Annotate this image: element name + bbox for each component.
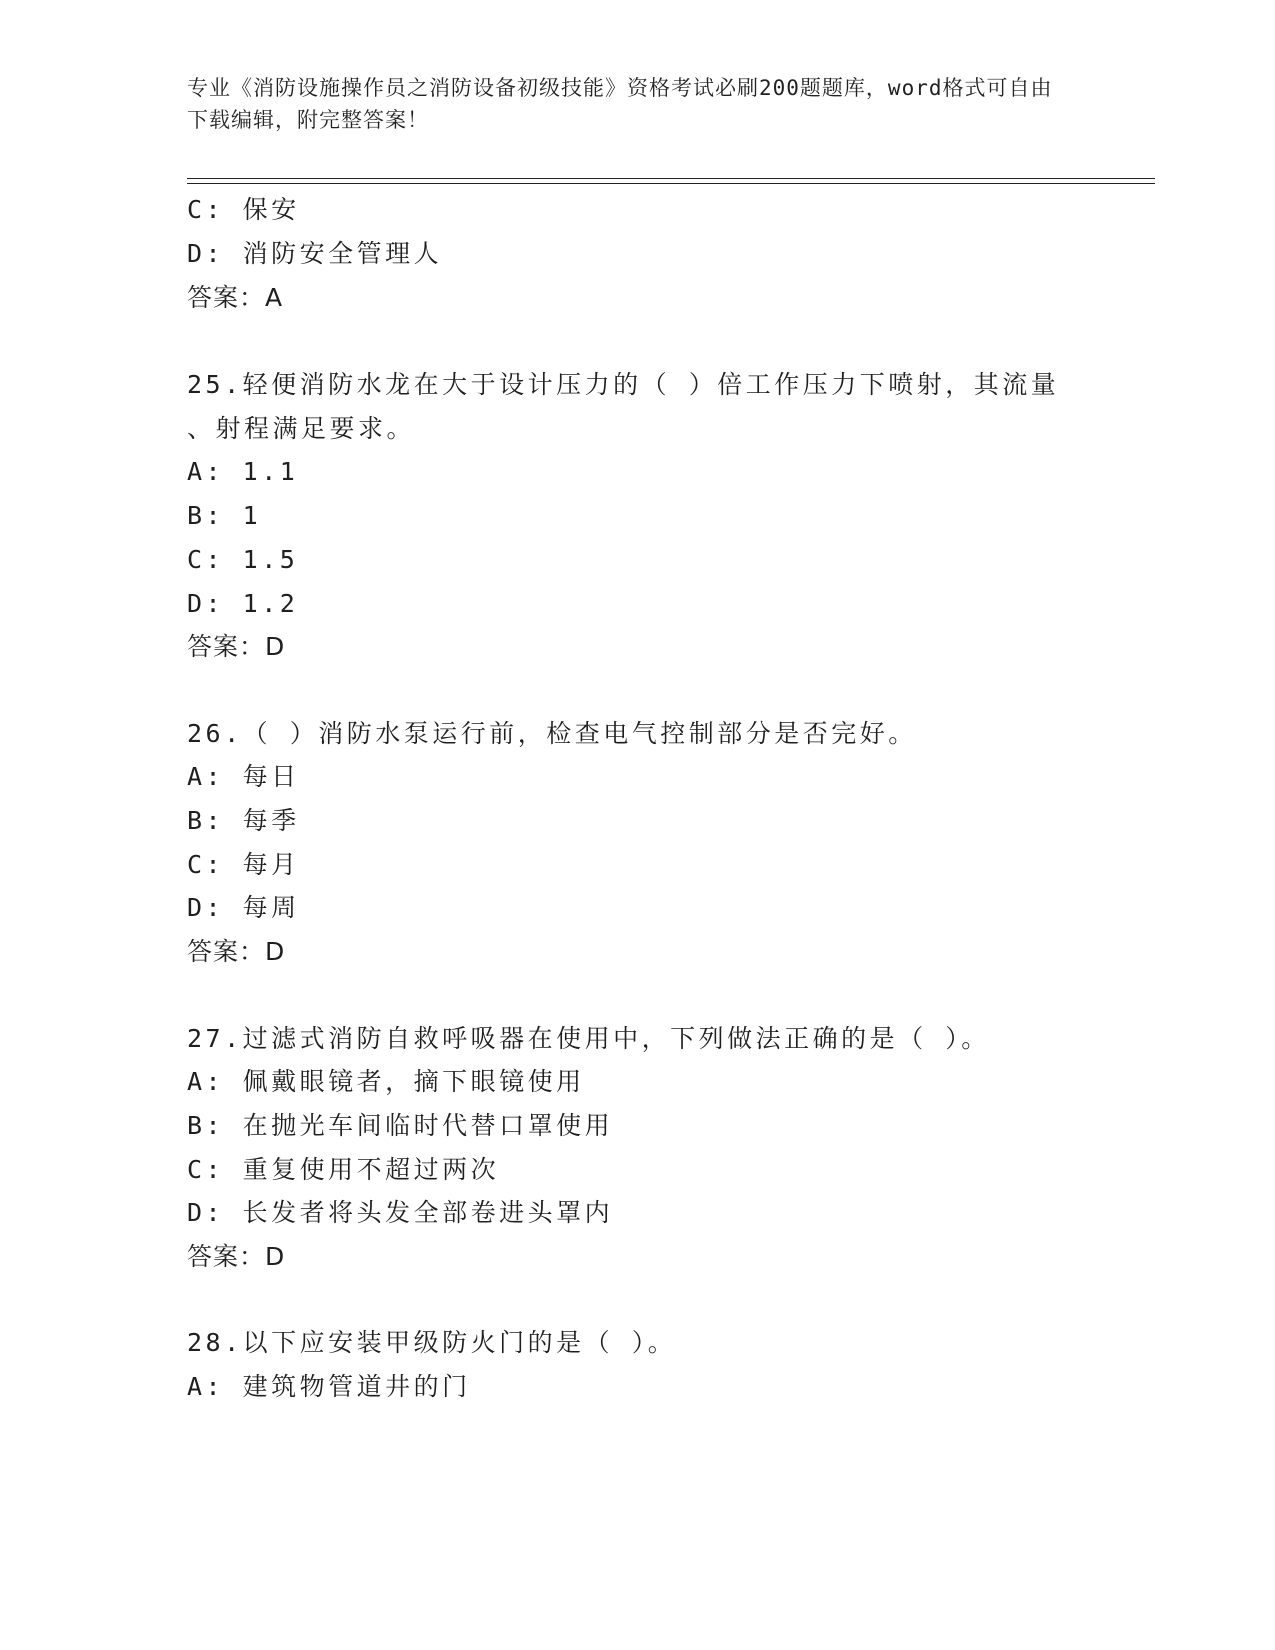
question-stem: 26.（ ）消防水泵运行前，检查电气控制部分是否完好。 [187, 719, 917, 748]
option-b: B: 1 [187, 501, 262, 530]
option-a: A: 每日 [187, 762, 300, 791]
option-a: A: 1.1 [187, 457, 299, 486]
answer-label: 答案： [187, 1242, 266, 1271]
document-header: 专业《消防设施操作员之消防设备初级技能》资格考试必刷200题题库，word格式可自由下载编辑，附完整答案！ [187, 76, 1053, 132]
question-stem: 25.轻便消防水龙在大于设计压力的（ ）倍工作压力下喷射，其流量 [187, 370, 1060, 399]
option-d: D: 消防安全管理人 [187, 239, 443, 268]
answer-line [187, 631, 285, 663]
question-stem-continued: 、射程满足要求。 [187, 414, 416, 443]
answer-line [187, 936, 285, 968]
option-a: A: 佩戴眼镜者，摘下眼镜使用 [187, 1067, 585, 1096]
answer-label: 答案： [187, 937, 266, 966]
option-d: D: 长发者将头发全部卷进头罩内 [187, 1198, 614, 1227]
option-c: C: 保安 [187, 195, 300, 224]
answer-value: D [265, 1242, 286, 1271]
answer-label: 答案： [187, 632, 266, 661]
answer-value: A [265, 283, 284, 312]
header-rule-top [187, 178, 1155, 179]
option-b: B: 每季 [187, 806, 300, 835]
option-b: B: 在抛光车间临时代替口罩使用 [187, 1111, 614, 1140]
question-stem: 27.过滤式消防自救呼吸器在使用中，下列做法正确的是（ ）。 [187, 1024, 990, 1053]
option-d: D: 每周 [187, 893, 300, 922]
option-c: C: 每月 [187, 850, 300, 879]
answer-value: D [265, 937, 286, 966]
answer-label: 答案： [187, 283, 266, 312]
option-d: D: 1.2 [187, 589, 299, 618]
answer-line [187, 1241, 285, 1273]
option-c: C: 1.5 [187, 545, 299, 574]
answer-line [187, 282, 283, 314]
option-c: C: 重复使用不超过两次 [187, 1155, 500, 1184]
header-rule-bottom [187, 183, 1155, 184]
option-a: A: 建筑物管道井的门 [187, 1372, 471, 1401]
answer-value: D [265, 632, 286, 661]
question-stem: 28.以下应安装甲级防火门的是（ ）。 [187, 1328, 677, 1357]
